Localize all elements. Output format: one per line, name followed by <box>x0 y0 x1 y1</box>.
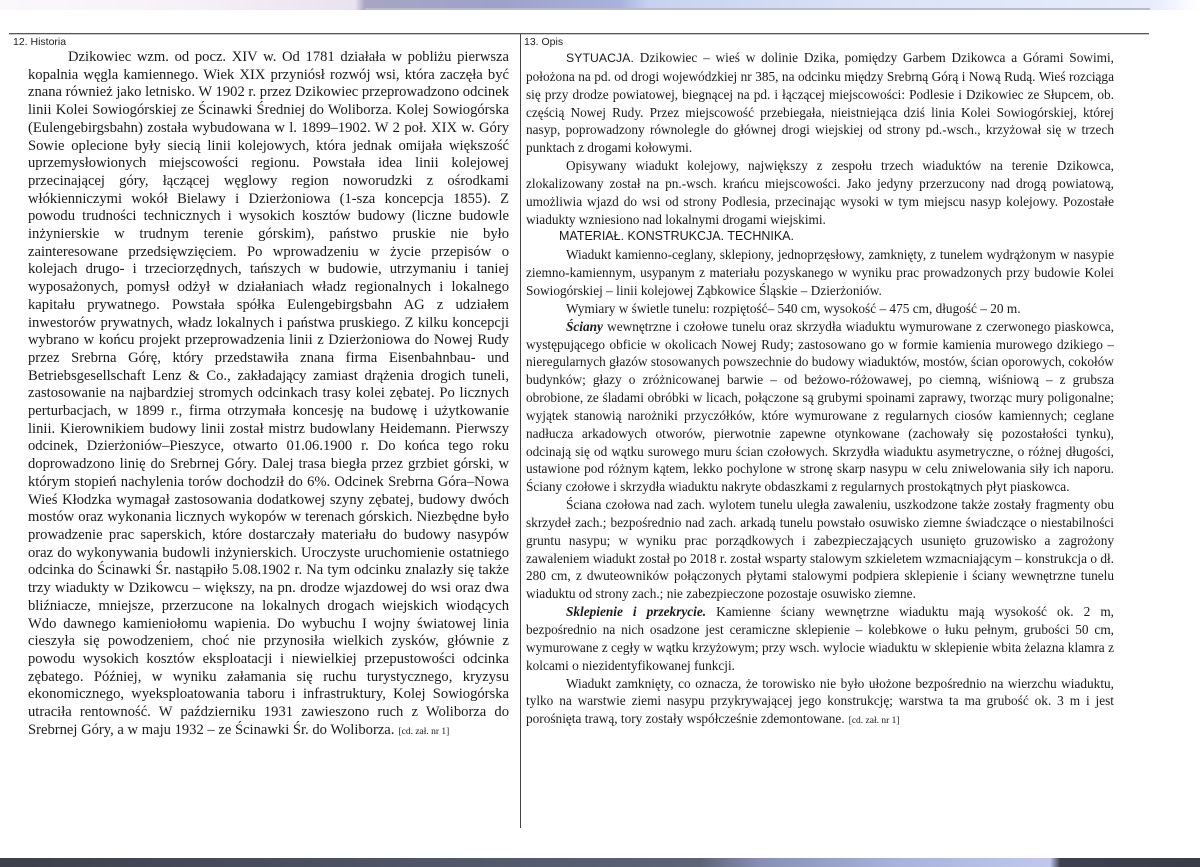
continuation-ref: [cd. zał. nr 1] <box>848 716 900 727</box>
situation-text: Dzikowiec – wieś w dolinie Dzika, pomiędzy Garbem Dzikowca a Górami Sowimi, położona na pd. od drogi wojewódzkiej nr 385, na odcinku między Srebrną Górą i Nową Rudą. Wieś rozciąga się przy drodze powiatowej, biegnącej na pd. i łączącej miejscowości: Podlesie i Dzikowiec ze Słupcem, ob. częścią Nowej Rudy. Przez miejscowość przebiegała, nieistniejąca dziś linia Kolei Sowiogórskiej, której nasyp, poprowadzony równolegle do głównej drogi wiejskiej od strony pd.-wsch., krzyżował się w trzech punktach z drogami kołowymi. <box>526 50 1114 156</box>
continuation-ref: [cd. zał. nr 1] <box>398 726 450 737</box>
scan-edge-bottom <box>0 858 1200 867</box>
history-paragraph <box>28 49 509 741</box>
closed-viaduct-text: Wiadukt zamknięty, co oznacza, że torowisko nie było ułożone bezpośrednio na wierzchu wiaduktu, tylko na warstwie ziemi nasypu przykrywającej jego konstrukcję; warstwa ta ma grubość ok. 3 m i jest porośnięta trawą, tory zostały współcześnie zdemontowane. <box>526 675 1114 727</box>
document-page <box>9 33 1149 828</box>
description-text <box>526 49 1114 731</box>
vault-paragraph <box>526 603 1114 674</box>
section-history <box>9 34 519 828</box>
section-description <box>520 34 1150 828</box>
section-label-description: 13. Opis <box>524 36 564 48</box>
situation-heading: SYTUACJA. <box>566 51 634 65</box>
scan-edge-top <box>0 0 1200 10</box>
closed-viaduct-paragraph <box>526 675 1114 732</box>
vault-lead: Sklepienie i przekrycie. <box>566 604 707 620</box>
dimensions-paragraph: Wymiary w świetle tunelu: rozpiętość– 540 cm, wysokość – 475 cm, długość – 20 m. <box>566 300 1021 316</box>
situation-paragraph <box>526 49 1114 157</box>
damage-paragraph: Ściana czołowa nad zach. wylotem tunelu uległa zawaleniu, uszkodzone także zostały fragmenty obu skrzydeł zach.; bezpośrednio nad zach. arkadą tunelu powstało osuwisko ziemne świadczące o niestabilności gruntu nasypu; w wyniku prac porządkowych i zabezpieczających usunięto gruzowisko a zagrożony zawaleniem wiadukt został po 2018 r. został wsparty stalowym szkieletem wzmacniającym – konstrukcja o dł. 280 cm, z dwuteowników połączonych płytami stalowymi podpiera sklepienie i ściany wewnętrzne tunelu wiaduktu od strony zach.; nie zabezpieczone pozostaje osuwisko ziemne. <box>526 497 1114 602</box>
section-label-history: 12. Historia <box>13 36 67 48</box>
history-text <box>28 49 509 741</box>
walls-paragraph <box>526 318 1114 496</box>
vault-text: Kamienne ściany wewnętrzne wiaduktu mają wysokość ok. 2 m, bezpośrednio na nich osadzone jest ceramiczne sklepienie – kolebkowe o łuku pełnym, grubości 50 cm, wymurowane z cegły w wątku krzyżowym; przy wsch. wylocie wiaduktu w sklepienie wbita żelazna klamra z kolcami o niezidentyfikowanej funkcji. <box>526 604 1114 673</box>
history-paragraph-text: Dzikowiec wzm. od pocz. XIV w. Od 1781 działała w pobliżu pierwsza kopalnia węgla kamiennego. Wiek XIX przyniósł rozwój wsi, która zaczęła być znana również jako letnisko. W 1902 r. przez Dzikowiec przeprowadzono odcinek linii Kolei Sowiogórskiej ze Ścinawki Średniej do Woliborza. Kolej Sowiogórska (Eulengebirgsbahn) została wybudowana w l. 1899–1902. W 2 poł. XIX w. Góry Sowie oplecione były siecią linii kolejowych, która jednak omijała większość uprzemysłowionych miejscowości regionu. Powstała idea linii kolejowej przecinającej góry, łączącej węglowy region noworudzki z ośrodkami włókienniczymi wokół Bielawy i Dzierżoniowa (1-sza koncepcja 1855). Z powodu trudności technicznych i wysokich kosztów budowy (liczne budowle inżynierskie w trudnym terenie górskim), państwo pruskie nie było zainteresowane przedsięwzięciem. Po wprowadzeniu w życie przepisów o kolejach drugo- i trzeciorzędnych, tańszych w budowie, utrzymaniu i taniej wyposażonych, pomysł odżył w działaniach władz regionalnych i lokalnego kapitału prywatnego. Powstała spółka Eulengebirgsbahn AG z udziałem inwestorów prywatnych, władz lokalnych i państwa pruskiego. Z kilku koncepcji wybrano w końcu projekt przeprowadzenia linii z Dzierżoniowa do Nowej Rudy przez Srebrna Górę, który przedstawiła znana firma Eisenbahnbau- und Betriebsgesellschaft Lenz & Co., zakładający zamiast drążenia drogich tuneli, zastosowanie na najbardziej stromych odcinkach trasy kolei zębatej. Po licznych perturbacjach, w 1899 r., firma otrzymała koncesję na budowę i użytkowanie linii. Kierownikiem budowy linii został mistrz budowlany Heidemann. Pierwszy odcinek, Dzierżoniów–Pieszyce, otwarto 01.06.1900 r. Do końca tego roku doprowadzono linię do Srebrnej Góry. Dalej trasa biegła przez grzbiet górski, w którym stopień nachylenia torów dochodził do 6%. Odcinek Srebrna Góra–Nowa Wieś Kłodzka wymagał zastosowania dodatkowej szyny zębatej, budowy dwóch mostów oraz wykonania licznych wykopów w terenach górskich. Niezbędne było prowadzenie prac saperskich, które dostarczały materiału do budowy nasypów oraz do wykonywania budowli inżynierskich. Uroczyste uruchomienie ostatniego odcinka do Ścinawki Śr. nastąpiło 5.08.1902 r. Na tym odcinku znalazły się także trzy wiadukty w Dzikowcu – większy, na pn. drodze wjazdowej do wsi oraz dwa bliźniacze, mniejsze, przerzucone na lokalnych drogach wiejskich wiodących Wdo dawnego kamieniołomu wapienia. Do wybuchu I wojny światowej linia cieszyła się powodzeniem, choć nie przynosiła wielkich zysków, głównie z powodu wysokich kosztów eksploatacji i niewielkiej przepustowości odcinka zębatego. Później, w wyniku załamania się ruchu turystycznego, kryzysu ekonomicznego, wyeksploatowania taboru i infrastruktury, Kolej Sowiogórska utraciła rentowność. W październiku 1931 zawieszono ruch z Woliborza do Srebrnej Góry, a w maju 1932 – ze Ścinawki Śr. do Woliborza. <box>28 49 509 738</box>
walls-lead: Ściany <box>566 318 603 334</box>
material-heading: MATERIAŁ. KONSTRUKCJA. TECHNIKA. <box>559 229 794 244</box>
walls-text: wewnętrzne i czołowe tunelu oraz skrzydła wiaduktu wymurowane z czerwonego piaskowca, występującego obficie w okolicach Nowej Rudy; zastosowano go w formie kamienia murowego dzikiego – nieregularnych głazów stosowanych powszechnie do budowy wiaduktów, mostów, ścian oporowych, cokołów budynków; głazy o zróżnicowanej barwie – od beżowo-różowawej, po ciemną, wiśniową – z grubsza obrobione, ze śladami obróbki w licach, połączone są grubymi spoinami zaprawy, tworząc mury poligonalne; wyjątek stanowią narożniki przyczółków, które wymurowane z regularnych ciosów kamiennych; ceglane nadłucza arkadowych otworów, pierwotnie zapewne otynkowane (zachowały się pozostałości tynku), odcinają się od wątku surowego muru ścian czołowych. Skrzydła wiaduktu asymetryczne, o różnej długości, ustawione pod różnym kątem, lekko pochylone w stronę skarp nasypu w celu zniwelowania siły ich naporu. Ściany czołowe i skrzydła wiaduktu nakryte obdaszkami z regularnych prostokątnych płyt piaskowca. <box>526 318 1114 495</box>
viaduct-paragraph: Opisywany wiadukt kolejowy, największy z zespołu trzech wiaduktów na terenie Dzikowca, zlokalizowany został na pn.-wsch. krańcu miejscowości. Jako jedyny przerzucony nad drogą powiatową, umożliwia wjazd do wsi od strony Podlesia, przecinając wysoki w tym miejscu nasyp kolejowy. Pozostałe wiadukty wzniesiono nad lokalnymi drogami wiejskimi. <box>526 158 1114 227</box>
material-paragraph: Wiadukt kamienno-ceglany, sklepiony, jednoprzęsłowy, zamknięty, z tunelem wydrążonym w nasypie ziemno-kamiennym, usypanym z materiału pozyskanego w wyniku prac prowadzonych przy budowie Kolei Sowiogórskiej – linii kolejowej Ząbkowice Śląskie – Dzierżoniów. <box>526 247 1114 298</box>
